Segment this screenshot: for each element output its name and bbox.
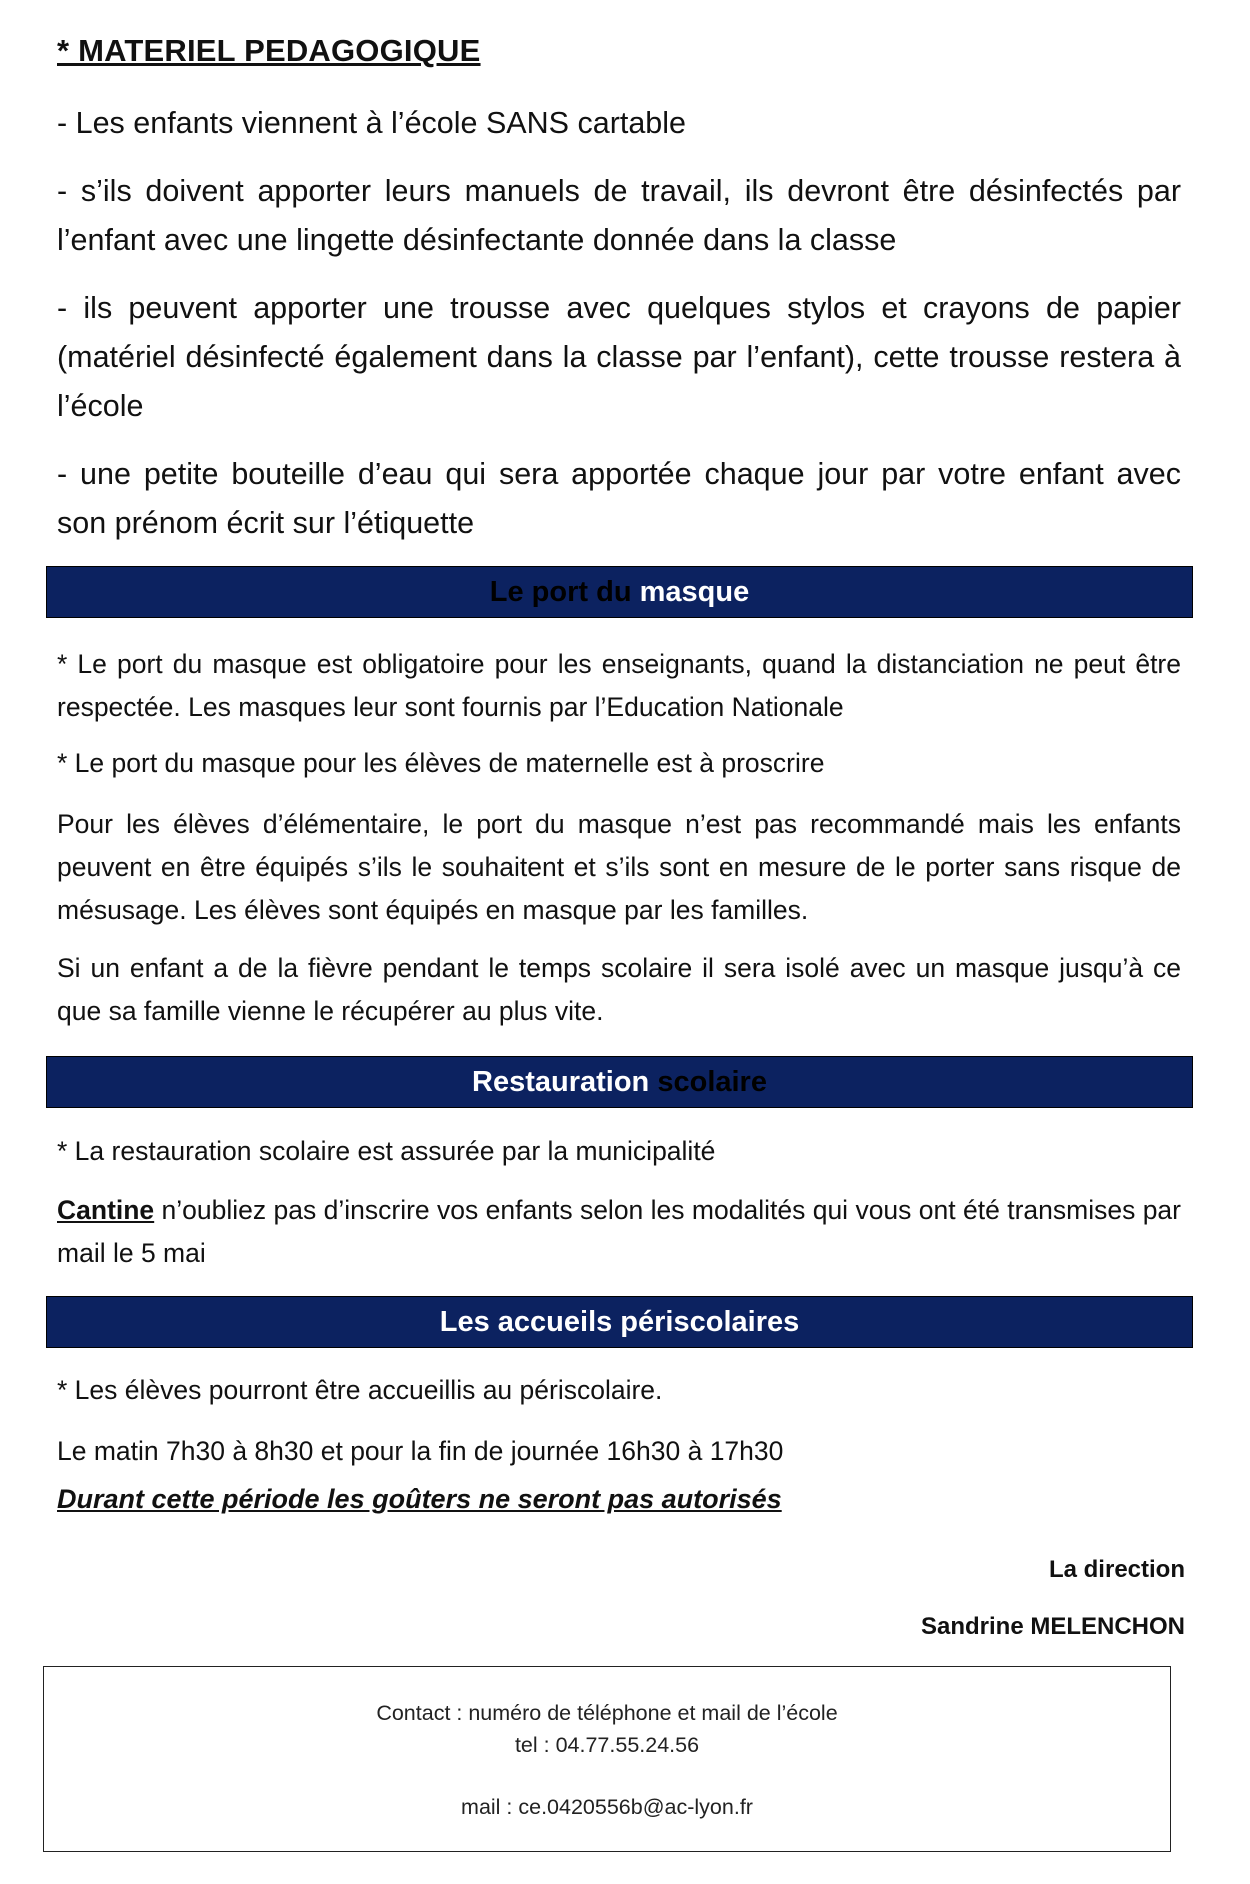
note-emphasis: Durant cette période les goûters ne seront pas autorisés [57,1484,782,1514]
section-heading-restauration [46,1056,1193,1108]
paragraph: * Le port du masque est obligatoire pour les enseignants, quand la distanciation ne peut être respectée. Les masques leur sont fournis par l’Education Nationale [57,649,1181,722]
paragraph: Pour les élèves d’élémentaire, le port du masque n’est pas recommandé mais les enfants peuvent en être équipés s’ils le souhaitent et s’ils sont en mesure de le porter sans risque de mésusage. Les élèves sont équipés en masque par les familles. [57,809,1181,925]
contact-tel: tel : 04.77.55.24.56 [514,1733,700,1757]
contact-line: Contact : numéro de téléphone et mail de l’école [376,1701,838,1725]
heading-part-dark: scolaire [657,1066,767,1098]
contact-mail: mail : ce.0420556b@ac-lyon.fr [461,1795,753,1819]
signature-name: Sandrine MELENCHON [920,1613,1185,1640]
paragraph: * Les élèves pourront être accueillis au périscolaire. [57,1375,663,1405]
contact-box [43,1666,1171,1852]
cantine-label: Cantine [57,1195,155,1225]
section-title-materiel: * MATERIEL PEDAGOGIQUE [57,33,481,68]
paragraph: Si un enfant a de la fièvre pendant le temps scolaire il sera isolé avec un masque jusqu’à ce que sa famille vienne le récupérer au plus vite. [57,953,1181,1026]
list-item: - Les enfants viennent à l’école SANS cartable [57,106,687,140]
paragraph: Le matin 7h30 à 8h30 et pour la fin de journée 16h30 à 17h30 [57,1436,784,1466]
section-heading-masque [46,566,1193,618]
heading-part-light: masque [639,576,750,608]
paragraph-cantine [57,1189,1181,1275]
heading-part-dark: Le port du [489,576,632,608]
heading-part-light: Restauration [472,1066,650,1098]
section-heading-accueils [46,1296,1193,1348]
heading-text: Les accueils périscolaires [439,1306,800,1338]
list-item: - s’ils doivent apporter leurs manuels de travail, ils devront être désinfectés par l’enfant avec une lingette désinfectante donnée dans la classe [57,174,1181,257]
signature-role: La direction [1048,1556,1185,1583]
paragraph: * Le port du masque pour les élèves de maternelle est à proscrire [57,748,825,778]
cantine-text: n’oubliez pas d’inscrire vos enfants selon les modalités qui vous ont été transmises par mail le 5 mai [57,1195,1181,1268]
list-item: - ils peuvent apporter une trousse avec quelques stylos et crayons de papier (matériel désinfecté également dans la classe par l’enfant), cette trousse restera à l’école [57,291,1181,423]
paragraph: * La restauration scolaire est assurée par la municipalité [57,1136,716,1166]
list-item: - une petite bouteille d’eau qui sera apportée chaque jour par votre enfant avec son prénom écrit sur l’étiquette [57,457,1181,540]
